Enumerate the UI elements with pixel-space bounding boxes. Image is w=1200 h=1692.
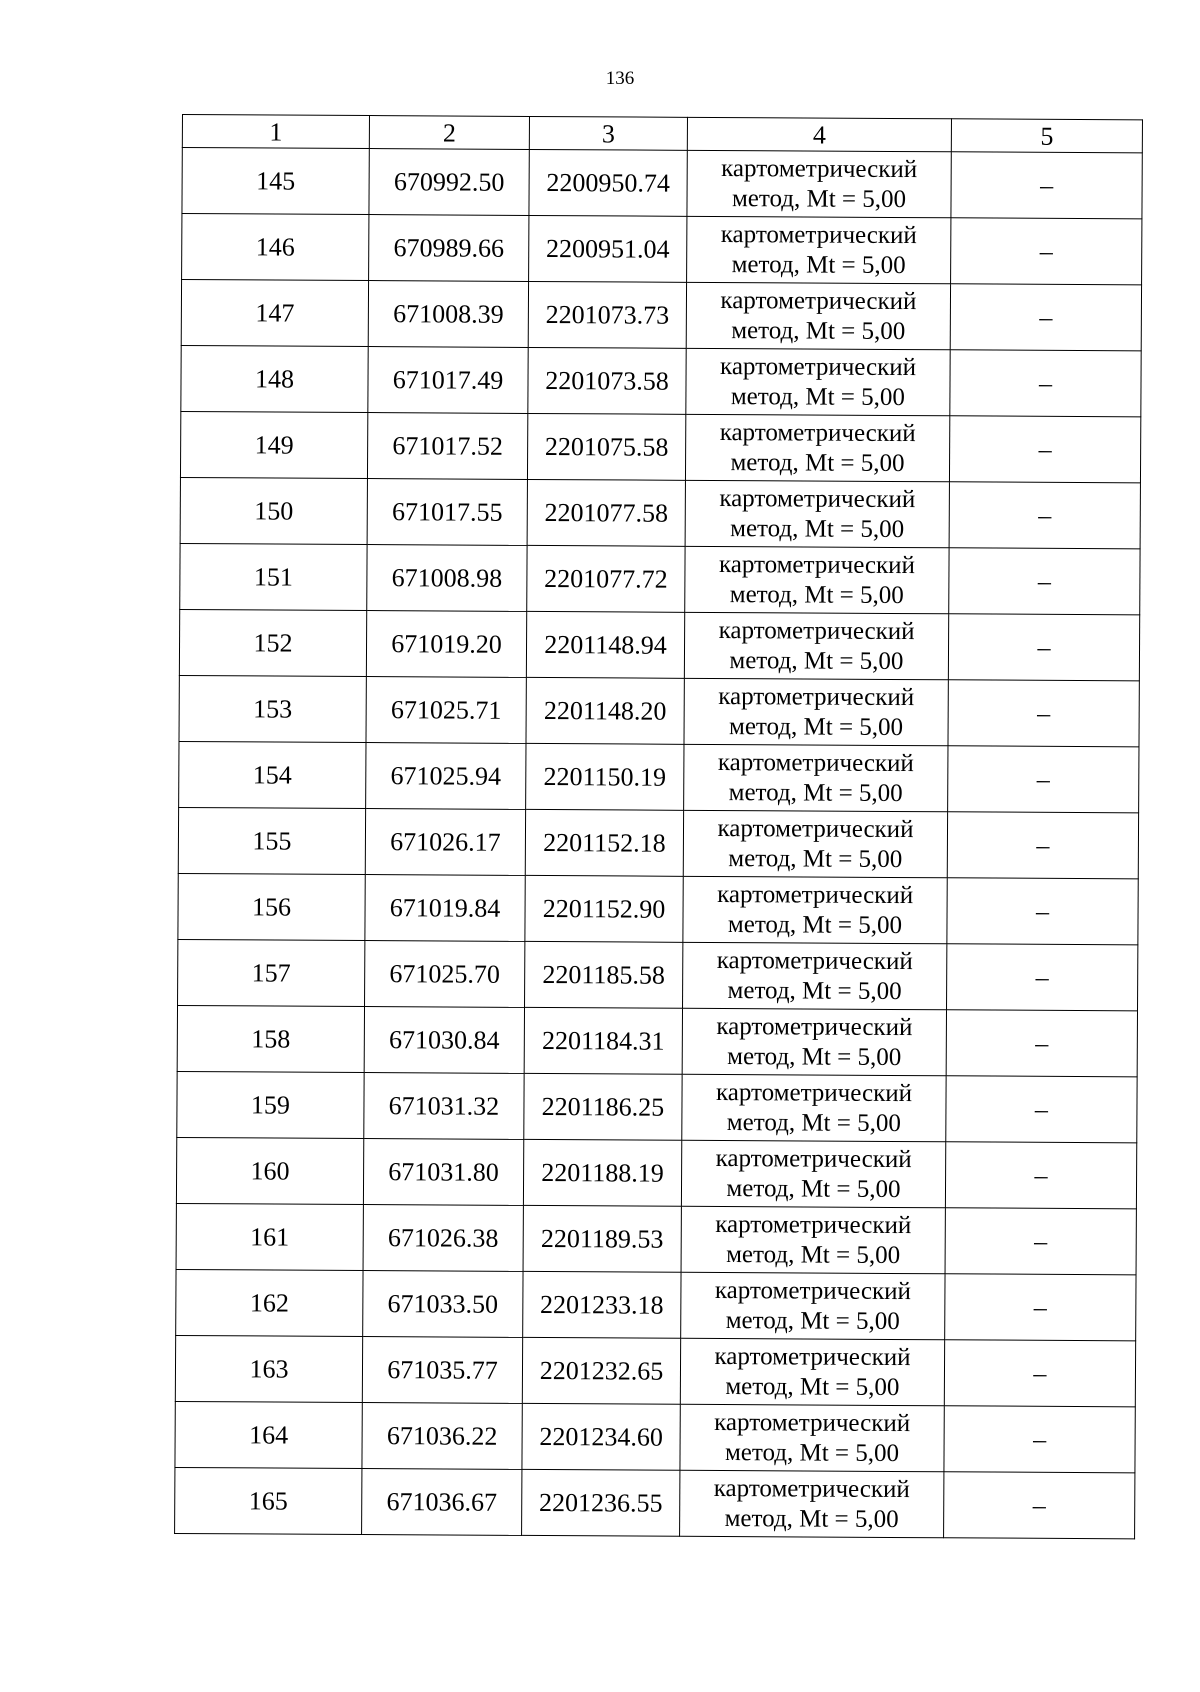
method-cell bbox=[685, 480, 949, 547]
y-coordinate-cell: 2201185.58 bbox=[525, 941, 683, 1008]
method-cell bbox=[680, 1470, 944, 1537]
point-number-cell: 155 bbox=[178, 807, 365, 874]
note-cell: – bbox=[950, 350, 1141, 417]
method-text-line-1: картометрический bbox=[714, 1276, 911, 1305]
point-number-cell: 151 bbox=[180, 543, 367, 610]
y-coordinate-cell: 2201077.72 bbox=[527, 545, 685, 612]
x-coordinate-cell: 671026.17 bbox=[365, 809, 525, 876]
note-cell: – bbox=[948, 614, 1139, 681]
table-row bbox=[179, 741, 1139, 812]
y-coordinate-cell: 2201184.31 bbox=[524, 1007, 682, 1074]
point-number-cell: 160 bbox=[176, 1137, 363, 1204]
note-cell: – bbox=[949, 548, 1140, 615]
method-text-line-2: метод, Mt = 5,00 bbox=[728, 778, 903, 807]
method-text-line-2: метод, Mt = 5,00 bbox=[724, 1438, 900, 1467]
y-coordinate-cell: 2201236.55 bbox=[522, 1469, 680, 1536]
note-cell: – bbox=[949, 482, 1140, 549]
method-cell bbox=[687, 216, 951, 283]
y-coordinate-cell: 2201234.60 bbox=[522, 1403, 680, 1470]
table-row bbox=[178, 873, 1138, 944]
point-number-cell: 162 bbox=[176, 1269, 363, 1336]
method-cell bbox=[683, 810, 947, 877]
point-number-cell: 159 bbox=[177, 1071, 364, 1138]
table-row bbox=[176, 1203, 1136, 1274]
method-text-line-1: картометрический bbox=[721, 154, 918, 183]
table-row bbox=[175, 1401, 1135, 1472]
table-row bbox=[175, 1335, 1135, 1406]
column-header-3: 3 bbox=[529, 116, 687, 150]
note-cell: – bbox=[949, 416, 1140, 483]
y-coordinate-cell: 2201189.53 bbox=[523, 1205, 681, 1272]
method-cell bbox=[685, 546, 949, 613]
method-text-line-2: метод, Mt = 5,00 bbox=[729, 646, 904, 675]
note-cell: – bbox=[947, 812, 1138, 879]
table-row bbox=[178, 807, 1138, 878]
note-cell: – bbox=[946, 1010, 1137, 1077]
note-cell: – bbox=[948, 680, 1139, 747]
x-coordinate-cell: 671019.20 bbox=[366, 611, 526, 678]
y-coordinate-cell: 2201073.58 bbox=[528, 347, 686, 414]
method-cell bbox=[684, 744, 948, 811]
x-coordinate-cell: 671017.49 bbox=[368, 347, 528, 414]
method-text-line-1: картометрический bbox=[714, 1408, 911, 1437]
point-number-cell: 153 bbox=[179, 675, 366, 742]
point-number-cell: 161 bbox=[176, 1203, 363, 1270]
point-number-cell: 156 bbox=[178, 873, 365, 940]
method-text-line-1: картометрический bbox=[718, 550, 916, 579]
coordinates-table bbox=[174, 114, 1143, 1539]
method-text-line-2: метод, Mt = 5,00 bbox=[728, 844, 903, 873]
method-text-line-2: метод, Mt = 5,00 bbox=[726, 1240, 901, 1269]
method-text-line-2: метод, Mt = 5,00 bbox=[731, 250, 906, 279]
note-cell: – bbox=[947, 878, 1138, 945]
x-coordinate-cell: 671025.71 bbox=[366, 677, 526, 744]
x-coordinate-cell: 671025.70 bbox=[365, 941, 525, 1008]
method-cell bbox=[686, 348, 950, 415]
y-coordinate-cell: 2201150.19 bbox=[526, 743, 684, 810]
x-coordinate-cell: 671017.52 bbox=[367, 413, 527, 480]
y-coordinate-cell: 2200951.04 bbox=[529, 215, 687, 282]
point-number-cell: 164 bbox=[175, 1401, 362, 1468]
note-cell: – bbox=[948, 746, 1139, 813]
method-text-line-2: метод, Mt = 5,00 bbox=[727, 910, 903, 939]
method-cell bbox=[684, 612, 948, 679]
note-cell: – bbox=[944, 1406, 1135, 1473]
note-cell: – bbox=[945, 1208, 1136, 1275]
method-cell bbox=[687, 150, 951, 217]
note-cell: – bbox=[951, 152, 1142, 219]
x-coordinate-cell: 670989.66 bbox=[369, 215, 529, 282]
point-number-cell: 147 bbox=[181, 280, 368, 347]
x-coordinate-cell: 671031.32 bbox=[364, 1073, 524, 1140]
point-number-cell: 158 bbox=[177, 1005, 364, 1072]
point-number-cell: 145 bbox=[182, 148, 369, 215]
y-coordinate-cell: 2201152.90 bbox=[525, 875, 683, 942]
point-number-cell: 163 bbox=[175, 1335, 362, 1402]
note-cell: – bbox=[944, 1472, 1135, 1539]
method-text-line-2: метод, Mt = 5,00 bbox=[729, 580, 904, 609]
method-text-line-1: картометрический bbox=[720, 220, 917, 249]
method-text-line-1: картометрический bbox=[713, 1474, 910, 1503]
method-text-line-1: картометрический bbox=[719, 484, 916, 513]
header-row bbox=[182, 115, 1142, 153]
table-row bbox=[177, 1071, 1137, 1142]
x-coordinate-cell: 671036.67 bbox=[362, 1469, 522, 1536]
method-text-line-2: метод, Mt = 5,00 bbox=[731, 184, 907, 213]
method-text-line-2: метод, Mt = 5,00 bbox=[727, 1042, 902, 1071]
method-cell bbox=[685, 414, 949, 481]
point-number-cell: 146 bbox=[182, 214, 369, 281]
x-coordinate-cell: 671036.22 bbox=[362, 1403, 522, 1470]
method-cell bbox=[683, 942, 947, 1009]
method-text-line-1: картометрический bbox=[716, 1012, 913, 1041]
point-number-cell: 149 bbox=[180, 411, 367, 478]
method-text-line-2: метод, Mt = 5,00 bbox=[730, 448, 905, 477]
method-cell bbox=[684, 678, 948, 745]
y-coordinate-cell: 2201188.19 bbox=[523, 1139, 681, 1206]
table-row bbox=[179, 675, 1139, 746]
x-coordinate-cell: 671019.84 bbox=[365, 875, 525, 942]
point-number-cell: 152 bbox=[179, 609, 366, 676]
y-coordinate-cell: 2201077.58 bbox=[527, 479, 685, 546]
column-header-4: 4 bbox=[687, 117, 951, 151]
method-text-line-1: картометрический bbox=[718, 616, 915, 645]
y-coordinate-cell: 2201073.73 bbox=[528, 281, 686, 348]
method-cell bbox=[680, 1338, 944, 1405]
y-coordinate-cell: 2201148.94 bbox=[526, 611, 684, 678]
method-cell bbox=[682, 1008, 946, 1075]
method-text-line-2: метод, Mt = 5,00 bbox=[730, 382, 906, 411]
y-coordinate-cell: 2201152.18 bbox=[525, 809, 683, 876]
table-row bbox=[180, 411, 1140, 482]
method-text-line-2: метод, Mt = 5,00 bbox=[726, 1174, 901, 1203]
x-coordinate-cell: 671008.98 bbox=[367, 545, 527, 612]
x-coordinate-cell: 670992.50 bbox=[369, 149, 529, 216]
x-coordinate-cell: 671031.80 bbox=[363, 1139, 523, 1206]
method-text-line-1: картометрический bbox=[720, 352, 917, 381]
note-cell: – bbox=[946, 1076, 1137, 1143]
table-row bbox=[181, 345, 1141, 416]
table-row bbox=[180, 543, 1140, 614]
method-text-line-1: картометрический bbox=[718, 682, 915, 711]
method-text-line-2: метод, Mt = 5,00 bbox=[730, 514, 905, 543]
method-text-line-2: метод, Mt = 5,00 bbox=[726, 1108, 901, 1137]
table-row bbox=[176, 1269, 1136, 1340]
table-row bbox=[182, 214, 1142, 285]
point-number-cell: 157 bbox=[178, 939, 365, 1006]
table-row bbox=[182, 148, 1142, 219]
method-cell bbox=[683, 876, 947, 943]
page-number: 136 bbox=[605, 68, 635, 89]
table-row bbox=[181, 280, 1141, 351]
x-coordinate-cell: 671008.39 bbox=[368, 281, 528, 348]
method-text-line-1: картометрический bbox=[719, 418, 916, 447]
method-text-line-2: метод, Mt = 5,00 bbox=[728, 712, 904, 741]
point-number-cell: 150 bbox=[180, 477, 367, 544]
y-coordinate-cell: 2201148.20 bbox=[526, 677, 684, 744]
table-row bbox=[180, 477, 1140, 548]
x-coordinate-cell: 671025.94 bbox=[366, 743, 526, 810]
table-row bbox=[179, 609, 1139, 680]
note-cell: – bbox=[951, 218, 1142, 285]
column-header-5: 5 bbox=[951, 119, 1142, 153]
table-row bbox=[176, 1137, 1136, 1208]
table-row bbox=[175, 1467, 1135, 1538]
table-header bbox=[182, 115, 1142, 153]
note-cell: – bbox=[947, 944, 1138, 1011]
method-text-line-2: метод, Mt = 5,00 bbox=[724, 1504, 899, 1533]
point-number-cell: 154 bbox=[179, 741, 366, 808]
method-text-line-2: метод, Mt = 5,00 bbox=[731, 316, 906, 345]
table-row bbox=[177, 1005, 1137, 1076]
method-cell bbox=[681, 1140, 945, 1207]
method-cell bbox=[680, 1404, 944, 1471]
method-cell bbox=[682, 1074, 946, 1141]
point-number-cell: 165 bbox=[175, 1467, 362, 1534]
method-text-line-1: картометрический bbox=[717, 748, 914, 777]
y-coordinate-cell: 2201232.65 bbox=[522, 1337, 680, 1404]
column-header-2: 2 bbox=[369, 116, 529, 150]
method-text-line-1: картометрический bbox=[715, 1144, 912, 1173]
y-coordinate-cell: 2201075.58 bbox=[527, 413, 685, 480]
table-body bbox=[175, 148, 1143, 1539]
method-cell bbox=[681, 1206, 945, 1273]
x-coordinate-cell: 671017.55 bbox=[367, 479, 527, 546]
y-coordinate-cell: 2200950.74 bbox=[529, 149, 687, 216]
method-cell bbox=[686, 282, 950, 349]
method-text-line-2: метод, Mt = 5,00 bbox=[725, 1372, 900, 1401]
x-coordinate-cell: 671026.38 bbox=[363, 1205, 523, 1272]
point-number-cell: 148 bbox=[181, 345, 368, 412]
x-coordinate-cell: 671030.84 bbox=[364, 1007, 524, 1074]
note-cell: – bbox=[944, 1340, 1135, 1407]
y-coordinate-cell: 2201233.18 bbox=[523, 1271, 681, 1338]
method-cell bbox=[681, 1272, 945, 1339]
method-text-line-1: картометрический bbox=[717, 880, 914, 909]
y-coordinate-cell: 2201186.25 bbox=[524, 1073, 682, 1140]
x-coordinate-cell: 671033.50 bbox=[363, 1271, 523, 1338]
x-coordinate-cell: 671035.77 bbox=[362, 1337, 522, 1404]
method-text-line-1: картометрический bbox=[717, 814, 914, 843]
method-text-line-1: картометрический bbox=[716, 946, 913, 975]
method-text-line-1: картометрический bbox=[720, 286, 917, 315]
method-text-line-2: метод, Mt = 5,00 bbox=[727, 976, 902, 1005]
method-text-line-1: картометрический bbox=[714, 1342, 911, 1371]
method-text-line-1: картометрический bbox=[715, 1210, 912, 1239]
column-header-1: 1 bbox=[182, 115, 369, 149]
method-text-line-1: картометрический bbox=[715, 1078, 913, 1107]
note-cell: – bbox=[945, 1274, 1136, 1341]
table-row bbox=[178, 939, 1138, 1010]
note-cell: – bbox=[945, 1142, 1136, 1209]
note-cell: – bbox=[950, 284, 1141, 351]
method-text-line-2: метод, Mt = 5,00 bbox=[725, 1306, 900, 1335]
